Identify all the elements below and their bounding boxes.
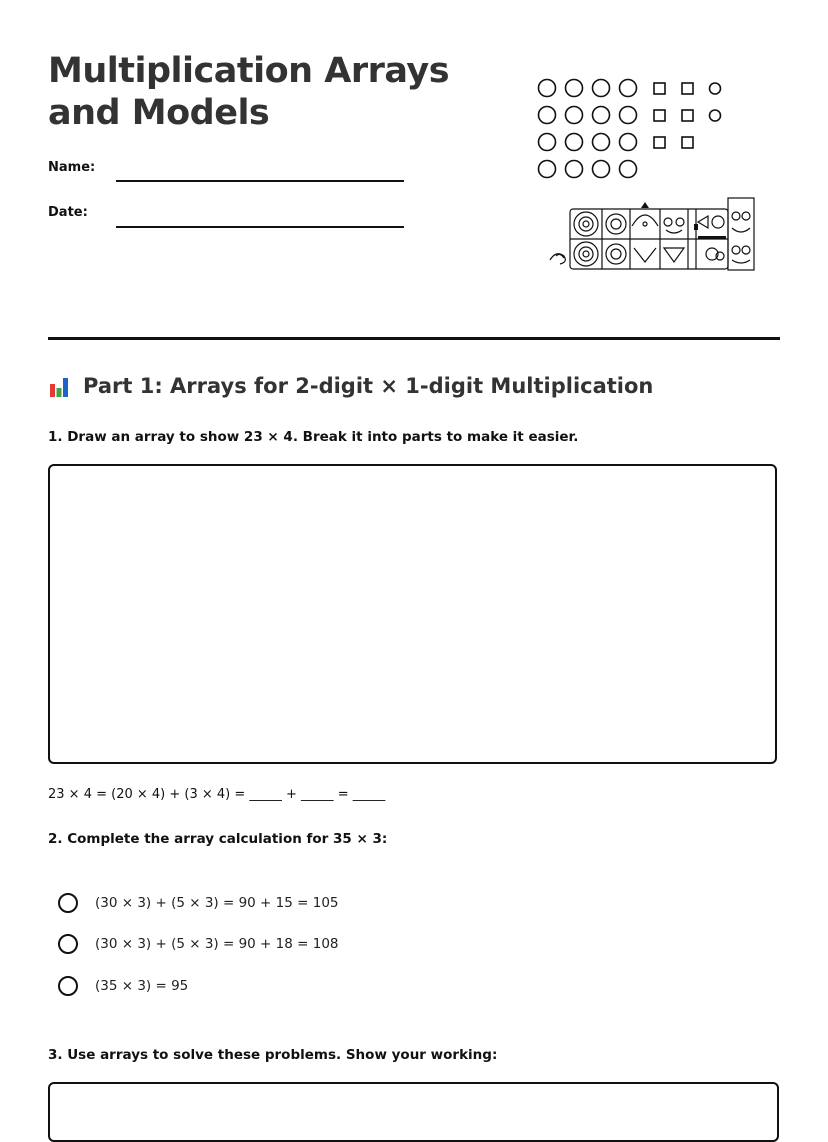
name-label: Name: [48, 160, 96, 175]
question-3-text: 3. Use arrays to solve these problems. Show your working: [48, 1047, 498, 1063]
title-line-1: Multiplication Arrays [48, 51, 450, 91]
maori-carving-pattern-icon [548, 196, 756, 272]
option-label: (35 × 3) = 95 [95, 978, 189, 994]
name-field[interactable] [116, 180, 404, 182]
question-1-drawing-area[interactable] [48, 464, 777, 764]
option-label: (30 × 3) + (5 × 3) = 90 + 18 = 108 [95, 936, 339, 952]
part-1-heading [48, 374, 653, 398]
part-1-heading-text: Part 1: Arrays for 2-digit × 1-digit Multiplication [83, 374, 654, 398]
page-title [48, 50, 488, 134]
question-1-equation: 23 × 4 = (20 × 4) + (3 × 4) = _____ + _____ = _____ [48, 787, 386, 802]
bar-chart-icon [48, 375, 70, 397]
question-3-working-area[interactable] [48, 1082, 779, 1142]
question-2-option-c[interactable] [58, 976, 188, 996]
question-1-text: 1. Draw an array to show 23 × 4. Break it into parts to make it easier. [48, 429, 579, 445]
radio-button[interactable] [58, 976, 78, 996]
question-2-text: 2. Complete the array calculation for 35 × 3: [48, 831, 388, 847]
radio-button[interactable] [58, 934, 78, 954]
circles-and-squares-array-icon [535, 77, 735, 187]
date-field[interactable] [116, 226, 404, 228]
option-label: (30 × 3) + (5 × 3) = 90 + 15 = 105 [95, 895, 339, 911]
title-line-2: and Models [48, 93, 270, 133]
date-label: Date: [48, 205, 88, 220]
radio-button[interactable] [58, 893, 78, 913]
section-divider [48, 337, 780, 340]
question-2-option-b[interactable] [58, 934, 339, 954]
question-2-option-a[interactable] [58, 893, 339, 913]
